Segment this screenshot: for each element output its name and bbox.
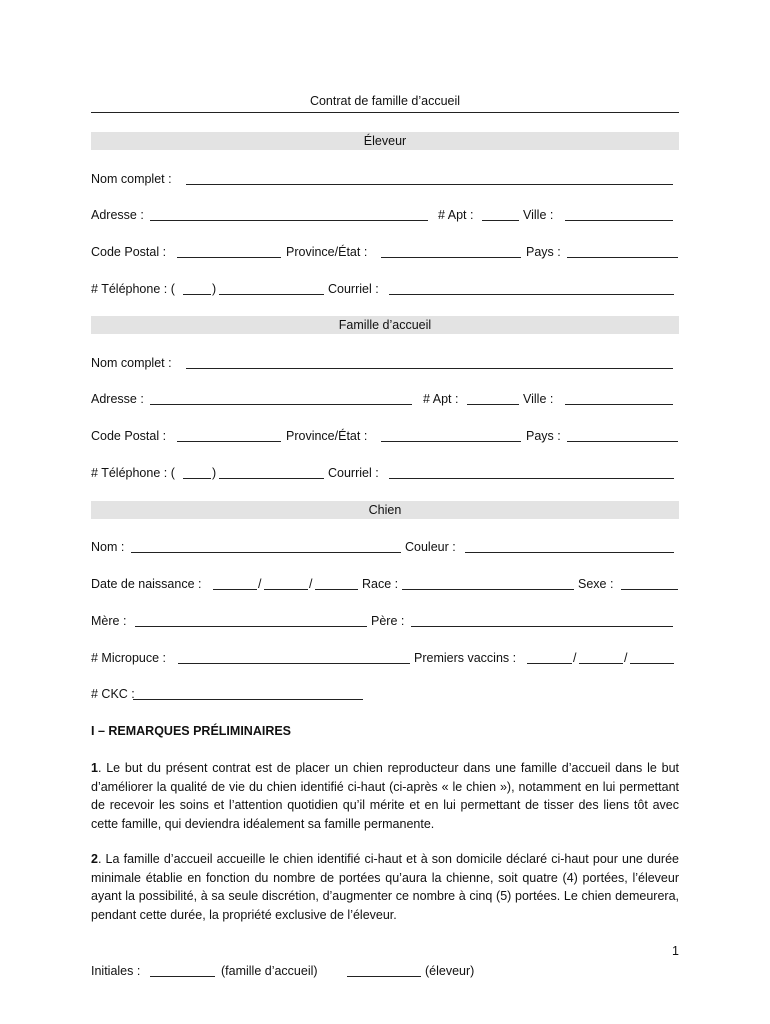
full-name-label: Nom complet : [91, 356, 172, 370]
birth-date-label: Date de naissance : [91, 577, 202, 591]
date-separator: / [573, 651, 577, 665]
birth-year-field[interactable] [315, 589, 358, 590]
apt-label: # Apt : [423, 392, 459, 406]
dog-name-field[interactable] [131, 552, 401, 553]
page-number: 1 [672, 944, 679, 958]
dog-parents-row [91, 612, 679, 630]
email-label: Courriel : [328, 466, 379, 480]
section-dog-header: Chien [91, 501, 679, 519]
dog-father-field[interactable] [411, 626, 673, 627]
first-vaccines-label: Premiers vaccins : [414, 651, 517, 665]
dog-color-field[interactable] [465, 552, 674, 553]
father-label: Père : [371, 614, 405, 628]
ckc-label: # CKC : [91, 687, 135, 701]
breeder-address-field[interactable] [150, 220, 428, 221]
mother-label: Mère : [91, 614, 127, 628]
microchip-label: # Micropuce : [91, 651, 167, 665]
initials-label: Initiales : [91, 964, 141, 978]
city-label: Ville : [523, 208, 554, 222]
date-separator: / [624, 651, 628, 665]
breeder-address-row [91, 206, 679, 224]
host-postal-row [91, 427, 679, 445]
country-label: Pays : [526, 429, 561, 443]
host-family-initials-label: (famille d’accueil) [221, 964, 318, 978]
email-label: Courriel : [328, 282, 379, 296]
paragraph-2-text: . La famille d’accueil accueille le chien identifié ci-haut et à son domicile déclaré ci-haut pour une durée minimale établie en fonction du nombre de portées qu’aura la chienne, soit quatre (4) portées, l’éleveur ayant la possibilité, à sa seule discrétion, d’augmenter ce nombre à cinq (5) portées. Le chien demeurera, pendant cette durée, la propriété exclusive de l’éleveur. [91, 852, 679, 922]
color-label: Couleur : [405, 540, 456, 554]
phone-close-paren: ) [212, 466, 217, 480]
host-phone-row [91, 464, 679, 482]
host-city-field[interactable] [565, 404, 673, 405]
breed-label: Race : [362, 577, 399, 591]
breeder-initials-label: (éleveur) [425, 964, 475, 978]
breeder-apt-field[interactable] [482, 220, 519, 221]
breeder-postal-row [91, 243, 679, 261]
vaccine-month-field[interactable] [579, 663, 623, 664]
preliminary-heading: I – REMARQUES PRÉLIMINAIRES [91, 724, 292, 738]
dog-breed-field[interactable] [402, 589, 574, 590]
address-label: Adresse : [91, 392, 144, 406]
phone-label: # Téléphone : ( [91, 466, 175, 480]
host-province-field[interactable] [381, 441, 521, 442]
sex-label: Sexe : [578, 577, 614, 591]
host-postal-code-field[interactable] [177, 441, 281, 442]
host-full-name-row [91, 354, 679, 372]
breeder-province-field[interactable] [381, 257, 521, 258]
dog-sex-field[interactable] [621, 589, 678, 590]
host-phone-field[interactable] [219, 478, 324, 479]
dog-microchip-row [91, 649, 679, 667]
apt-label: # Apt : [438, 208, 474, 222]
breeder-country-field[interactable] [567, 257, 678, 258]
country-label: Pays : [526, 245, 561, 259]
dog-name-row [91, 538, 679, 556]
host-country-field[interactable] [567, 441, 678, 442]
date-separator: / [309, 577, 313, 591]
address-label: Adresse : [91, 208, 144, 222]
paragraph-1-text: . Le but du présent contrat est de placer un chien reproducteur dans une famille d’accueil dans le but d’améliorer la qualité de vie du chien identifié ci-haut (ci-après « le chien »), notamment en lui permettant de recevoir les soins et l’attention quotidien qu’il mérite et en lui permettant de tisser des liens tôt avec cette famille, qui deviendra idéalement sa famille permanente. [91, 761, 679, 831]
phone-close-paren: ) [212, 282, 217, 296]
dog-microchip-field[interactable] [178, 663, 410, 664]
dog-name-label: Nom : [91, 540, 125, 554]
breeder-city-field[interactable] [565, 220, 673, 221]
phone-label: # Téléphone : ( [91, 282, 175, 296]
dog-mother-field[interactable] [135, 626, 367, 627]
dog-ckc-row [91, 685, 679, 703]
paragraph-2 [91, 850, 679, 924]
initials-row [91, 962, 679, 980]
paragraph-1 [91, 759, 679, 833]
host-address-row [91, 390, 679, 408]
city-label: Ville : [523, 392, 554, 406]
date-separator: / [258, 577, 262, 591]
host-address-field[interactable] [150, 404, 412, 405]
breeder-area-code-field[interactable] [183, 294, 211, 295]
breeder-phone-row [91, 280, 679, 298]
host-apt-field[interactable] [467, 404, 519, 405]
breeder-initials-field[interactable] [347, 976, 421, 977]
paragraph-1-number: 1 [91, 761, 98, 775]
birth-day-field[interactable] [213, 589, 257, 590]
breeder-full-name-field[interactable] [186, 184, 673, 185]
birth-month-field[interactable] [264, 589, 308, 590]
title-underline [91, 112, 679, 113]
province-label: Province/État : [286, 245, 368, 259]
breeder-full-name-row [91, 170, 679, 188]
host-initials-field[interactable] [150, 976, 215, 977]
dog-ckc-field[interactable] [133, 699, 363, 700]
breeder-postal-code-field[interactable] [177, 257, 281, 258]
vaccine-day-field[interactable] [527, 663, 572, 664]
host-area-code-field[interactable] [183, 478, 211, 479]
dog-birth-row [91, 575, 679, 593]
paragraph-2-number: 2 [91, 852, 98, 866]
section-breeder-header: Éleveur [91, 132, 679, 150]
full-name-label: Nom complet : [91, 172, 172, 186]
postal-code-label: Code Postal : [91, 429, 167, 443]
vaccine-year-field[interactable] [630, 663, 674, 664]
breeder-phone-field[interactable] [219, 294, 324, 295]
host-email-field[interactable] [389, 478, 674, 479]
host-full-name-field[interactable] [186, 368, 673, 369]
section-host-family-header: Famille d’accueil [91, 316, 679, 334]
document-title: Contrat de famille d’accueil [309, 94, 461, 108]
breeder-email-field[interactable] [389, 294, 674, 295]
postal-code-label: Code Postal : [91, 245, 167, 259]
province-label: Province/État : [286, 429, 368, 443]
